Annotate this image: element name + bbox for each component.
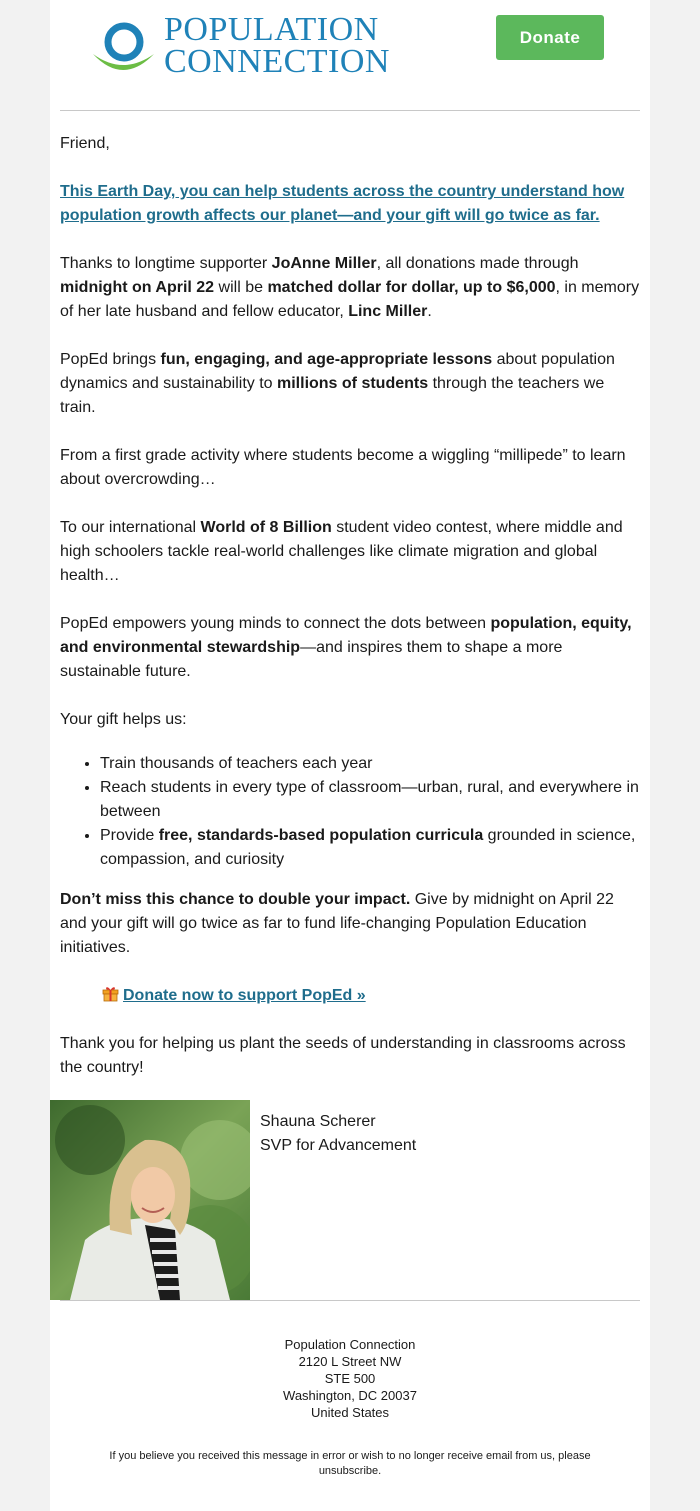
signer-photo	[50, 1100, 250, 1300]
address-city: Washington, DC 20037	[283, 1388, 417, 1403]
closing-paragraph: Thank you for helping us plant the seeds of understanding in classrooms across the country!	[60, 1035, 626, 1076]
gift-benefits-list	[60, 752, 640, 872]
logo-line-2: CONNECTION	[164, 43, 390, 80]
logo-line-1: POPULATION	[164, 11, 379, 48]
headline-paragraph	[60, 180, 640, 228]
signer-name: Shauna Scherer	[260, 1113, 376, 1130]
donate-button[interactable]: Donate	[496, 15, 604, 60]
cta-row	[60, 984, 640, 1008]
email-container	[50, 0, 650, 1511]
logo-wordmark	[164, 11, 390, 80]
millipede-paragraph: From a first grade activity where students become a wiggling “millipede” to learn about overcrowding…	[60, 447, 626, 488]
empowers-paragraph: PopEd empowers young minds to connect the dots between population, equity, and environmental stewardship—and inspires them to shape a more sustainable future.	[60, 615, 632, 680]
gift-helps-heading: Your gift helps us:	[60, 711, 187, 728]
match-paragraph: Thanks to longtime supporter JoAnne Miller, all donations made through midnight on April 22 will be matched dollar for dollar, up to $6,000, in memory of her late husband and fellow educator, Linc Miller.	[60, 255, 640, 320]
email-body	[50, 132, 650, 1080]
list-item: • Train thousands of teachers each year	[100, 752, 640, 776]
poped-paragraph: PopEd brings fun, engaging, and age-appropriate lessons about population dynamics and sustainability to millions of students through the teachers we train.	[60, 351, 615, 416]
signer-title: SVP for Advancement	[260, 1137, 417, 1154]
population-connection-logo[interactable]	[90, 11, 410, 80]
address-country: United States	[310, 1405, 390, 1420]
footer-divider	[60, 1300, 640, 1301]
address-org: Population Connection	[284, 1337, 416, 1352]
address-street: 2120 L Street NW	[298, 1354, 402, 1369]
contest-paragraph: To our international World of 8 Billion student video contest, where middle and high schoolers tackle real-world challenges like climate migration and global health…	[60, 519, 623, 584]
logo-mark-icon	[90, 14, 156, 80]
header-divider	[60, 110, 640, 111]
email-header	[50, 0, 650, 110]
urgency-paragraph: Don’t miss this chance to double your impact. Give by midnight on April 22 and your gift will go twice as far to fund life-changing Population Education initiatives.	[60, 891, 614, 956]
list-item: • Reach students in every type of classroom—urban, rural, and everywhere in between	[100, 776, 640, 824]
address-suite: STE 500	[324, 1371, 376, 1386]
signature-block	[50, 1100, 650, 1300]
donate-now-link[interactable]: Donate now to support PopEd »	[123, 987, 366, 1004]
gift-icon	[102, 985, 119, 1002]
unsubscribe-text[interactable]: If you believe you received this message in error or wish to no longer receive email from us, please unsubscribe.	[109, 1450, 591, 1477]
list-item: • Provide free, standards-based population curricula grounded in science, compassion, and curiosity	[100, 824, 640, 872]
headline-link[interactable]: This Earth Day, you can help students across the country understand how population growth affects our planet—and your gift will go twice as far.	[60, 183, 625, 224]
greeting: Friend,	[60, 135, 110, 152]
mailing-address	[50, 1336, 650, 1421]
signature-text	[260, 1110, 416, 1158]
